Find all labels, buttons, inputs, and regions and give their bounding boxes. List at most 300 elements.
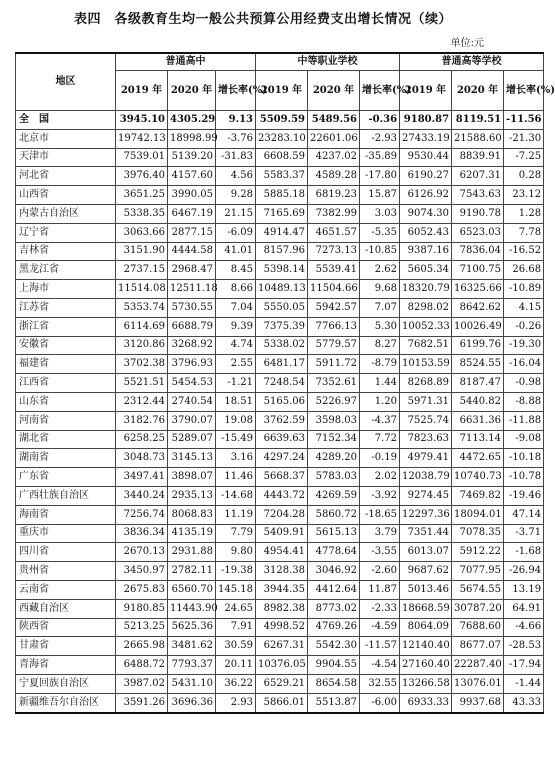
cell-vocational-growth: -4.54 bbox=[360, 656, 400, 675]
cell-region: 吉林省 bbox=[16, 242, 116, 261]
cell-senior-high-growth: 18.51 bbox=[216, 392, 256, 411]
cell-vocational-growth: -17.80 bbox=[360, 167, 400, 186]
cell-higher-ed-growth: -1.44 bbox=[504, 674, 544, 693]
cell-vocational-2019: 4297.24 bbox=[256, 449, 308, 468]
cell-senior-high-2019: 3987.02 bbox=[116, 674, 168, 693]
cell-vocational-growth: -0.19 bbox=[360, 449, 400, 468]
cell-higher-ed-2019: 7823.63 bbox=[400, 430, 452, 449]
cell-higher-ed-2019: 4979.41 bbox=[400, 449, 452, 468]
cell-senior-high-2019: 5213.25 bbox=[116, 618, 168, 637]
cell-senior-high-2020: 5289.07 bbox=[168, 430, 216, 449]
cell-higher-ed-2020: 9190.78 bbox=[452, 204, 504, 223]
cell-senior-high-growth: 30.59 bbox=[216, 637, 256, 656]
cell-senior-high-2019: 2665.98 bbox=[116, 637, 168, 656]
cell-vocational-2020: 9904.55 bbox=[308, 656, 360, 675]
cell-higher-ed-2020: 10740.73 bbox=[452, 468, 504, 487]
table-row bbox=[16, 486, 544, 505]
cell-senior-high-growth: 9.13 bbox=[216, 111, 256, 130]
table-row bbox=[16, 392, 544, 411]
cell-vocational-growth: 9.68 bbox=[360, 280, 400, 299]
table-row bbox=[16, 298, 544, 317]
cell-senior-high-growth: 21.15 bbox=[216, 204, 256, 223]
table-row bbox=[16, 317, 544, 336]
cell-vocational-growth: -0.36 bbox=[360, 111, 400, 130]
cell-vocational-growth: 1.20 bbox=[360, 392, 400, 411]
cell-higher-ed-growth: -21.30 bbox=[504, 129, 544, 148]
cell-higher-ed-2019: 9387.16 bbox=[400, 242, 452, 261]
cell-vocational-2020: 8773.02 bbox=[308, 599, 360, 618]
table-row-total bbox=[16, 111, 544, 130]
cell-vocational-2019: 6608.59 bbox=[256, 148, 308, 167]
cell-vocational-growth: 32.55 bbox=[360, 674, 400, 693]
cell-senior-high-2019: 5521.51 bbox=[116, 374, 168, 393]
cell-vocational-2019: 7375.39 bbox=[256, 317, 308, 336]
cell-senior-high-2020: 6688.79 bbox=[168, 317, 216, 336]
cell-vocational-2019: 5509.59 bbox=[256, 111, 308, 130]
year-2019-header: 2019 年 bbox=[400, 71, 452, 111]
cell-higher-ed-growth: -16.52 bbox=[504, 242, 544, 261]
cell-senior-high-growth: 3.16 bbox=[216, 449, 256, 468]
cell-senior-high-2019: 5338.35 bbox=[116, 204, 168, 223]
cell-higher-ed-2020: 22287.40 bbox=[452, 656, 504, 675]
cell-senior-high-2019: 11514.08 bbox=[116, 280, 168, 299]
cell-region: 河北省 bbox=[16, 167, 116, 186]
table-row bbox=[16, 562, 544, 581]
cell-senior-high-growth: 145.18 bbox=[216, 580, 256, 599]
growth-rate-header: 增长率(%) bbox=[360, 71, 400, 111]
cell-region: 西藏自治区 bbox=[16, 599, 116, 618]
cell-higher-ed-2020: 7113.14 bbox=[452, 430, 504, 449]
cell-higher-ed-growth: 4.15 bbox=[504, 298, 544, 317]
cell-senior-high-growth: 9.80 bbox=[216, 543, 256, 562]
cell-senior-high-growth: 7.91 bbox=[216, 618, 256, 637]
cell-vocational-growth: 3.03 bbox=[360, 204, 400, 223]
table-row bbox=[16, 261, 544, 280]
cell-senior-high-2019: 7256.74 bbox=[116, 505, 168, 524]
cell-higher-ed-2019: 10052.33 bbox=[400, 317, 452, 336]
cell-vocational-2019: 6529.21 bbox=[256, 674, 308, 693]
cell-vocational-2019: 10376.05 bbox=[256, 656, 308, 675]
cell-higher-ed-2020: 7100.75 bbox=[452, 261, 504, 280]
table-row bbox=[16, 148, 544, 167]
region-header: 地区 bbox=[16, 53, 116, 111]
cell-vocational-2019: 7204.28 bbox=[256, 505, 308, 524]
cell-region: 青海省 bbox=[16, 656, 116, 675]
year-2020-header: 2020 年 bbox=[168, 71, 216, 111]
cell-vocational-2020: 7152.34 bbox=[308, 430, 360, 449]
cell-senior-high-growth: 9.28 bbox=[216, 186, 256, 205]
cell-senior-high-2019: 3836.34 bbox=[116, 524, 168, 543]
cell-vocational-2020: 4651.57 bbox=[308, 223, 360, 242]
cell-higher-ed-2019: 27160.40 bbox=[400, 656, 452, 675]
cell-vocational-2020: 5513.87 bbox=[308, 693, 360, 712]
cell-higher-ed-2019: 9687.62 bbox=[400, 562, 452, 581]
cell-higher-ed-2019: 12297.36 bbox=[400, 505, 452, 524]
cell-higher-ed-2019: 8064.09 bbox=[400, 618, 452, 637]
cell-senior-high-2019: 9180.85 bbox=[116, 599, 168, 618]
group-header-senior-high: 普通高中 bbox=[116, 53, 256, 71]
cell-higher-ed-2020: 6199.76 bbox=[452, 336, 504, 355]
cell-senior-high-growth: 4.74 bbox=[216, 336, 256, 355]
cell-higher-ed-growth: -7.25 bbox=[504, 148, 544, 167]
cell-vocational-2020: 7352.61 bbox=[308, 374, 360, 393]
cell-vocational-2020: 8654.58 bbox=[308, 674, 360, 693]
year-2020-header: 2020 年 bbox=[452, 71, 504, 111]
cell-higher-ed-growth: -19.30 bbox=[504, 336, 544, 355]
cell-vocational-2019: 4443.72 bbox=[256, 486, 308, 505]
cell-senior-high-2020: 4444.58 bbox=[168, 242, 216, 261]
cell-vocational-growth: -35.89 bbox=[360, 148, 400, 167]
cell-region: 湖南省 bbox=[16, 449, 116, 468]
cell-senior-high-growth: 9.39 bbox=[216, 317, 256, 336]
cell-vocational-2019: 5583.37 bbox=[256, 167, 308, 186]
cell-vocational-2019: 5165.06 bbox=[256, 392, 308, 411]
cell-senior-high-2020: 5454.53 bbox=[168, 374, 216, 393]
cell-senior-high-growth: -31.83 bbox=[216, 148, 256, 167]
cell-higher-ed-2020: 7836.04 bbox=[452, 242, 504, 261]
cell-higher-ed-growth: -19.46 bbox=[504, 486, 544, 505]
year-2020-header: 2020 年 bbox=[308, 71, 360, 111]
cell-vocational-2019: 3128.38 bbox=[256, 562, 308, 581]
table-row bbox=[16, 599, 544, 618]
cell-senior-high-2019: 3151.90 bbox=[116, 242, 168, 261]
cell-higher-ed-2020: 13076.01 bbox=[452, 674, 504, 693]
cell-vocational-2020: 4769.26 bbox=[308, 618, 360, 637]
cell-vocational-2020: 5779.57 bbox=[308, 336, 360, 355]
cell-vocational-2020: 4269.59 bbox=[308, 486, 360, 505]
cell-senior-high-2020: 12511.18 bbox=[168, 280, 216, 299]
table-row bbox=[16, 580, 544, 599]
cell-senior-high-growth: 24.65 bbox=[216, 599, 256, 618]
cell-vocational-2019: 6481.17 bbox=[256, 355, 308, 374]
cell-senior-high-2020: 3268.92 bbox=[168, 336, 216, 355]
cell-higher-ed-2019: 9074.30 bbox=[400, 204, 452, 223]
table-row bbox=[16, 242, 544, 261]
cell-higher-ed-2020: 16325.66 bbox=[452, 280, 504, 299]
cell-higher-ed-2019: 27433.19 bbox=[400, 129, 452, 148]
cell-vocational-2020: 3046.92 bbox=[308, 562, 360, 581]
cell-region: 云南省 bbox=[16, 580, 116, 599]
cell-region: 江苏省 bbox=[16, 298, 116, 317]
cell-vocational-2019: 8157.96 bbox=[256, 242, 308, 261]
cell-vocational-2020: 5226.97 bbox=[308, 392, 360, 411]
cell-higher-ed-2019: 13266.58 bbox=[400, 674, 452, 693]
cell-vocational-2020: 22601.06 bbox=[308, 129, 360, 148]
cell-region: 重庆市 bbox=[16, 524, 116, 543]
cell-senior-high-2019: 6488.72 bbox=[116, 656, 168, 675]
cell-senior-high-growth: -1.21 bbox=[216, 374, 256, 393]
cell-region: 辽宁省 bbox=[16, 223, 116, 242]
cell-senior-high-2019: 3651.25 bbox=[116, 186, 168, 205]
cell-vocational-growth: -11.57 bbox=[360, 637, 400, 656]
cell-senior-high-growth: 4.56 bbox=[216, 167, 256, 186]
cell-vocational-growth: 5.30 bbox=[360, 317, 400, 336]
cell-vocational-growth: 2.62 bbox=[360, 261, 400, 280]
cell-higher-ed-growth: 23.12 bbox=[504, 186, 544, 205]
cell-senior-high-growth: 7.04 bbox=[216, 298, 256, 317]
cell-vocational-growth: -2.33 bbox=[360, 599, 400, 618]
cell-higher-ed-2019: 6126.92 bbox=[400, 186, 452, 205]
cell-senior-high-growth: 19.08 bbox=[216, 411, 256, 430]
cell-higher-ed-growth: 13.19 bbox=[504, 580, 544, 599]
year-2019-header: 2019 年 bbox=[116, 71, 168, 111]
cell-higher-ed-2020: 30787.20 bbox=[452, 599, 504, 618]
cell-senior-high-2020: 3145.13 bbox=[168, 449, 216, 468]
table-row bbox=[16, 656, 544, 675]
cell-senior-high-growth: -6.09 bbox=[216, 223, 256, 242]
table-row bbox=[16, 374, 544, 393]
cell-higher-ed-2019: 8268.89 bbox=[400, 374, 452, 393]
cell-region: 江西省 bbox=[16, 374, 116, 393]
cell-region: 四川省 bbox=[16, 543, 116, 562]
cell-senior-high-2019: 3063.66 bbox=[116, 223, 168, 242]
cell-higher-ed-2019: 5971.31 bbox=[400, 392, 452, 411]
cell-higher-ed-growth: 47.14 bbox=[504, 505, 544, 524]
cell-vocational-2019: 10489.13 bbox=[256, 280, 308, 299]
cell-vocational-2020: 5942.57 bbox=[308, 298, 360, 317]
cell-region: 山西省 bbox=[16, 186, 116, 205]
cell-region: 上海市 bbox=[16, 280, 116, 299]
cell-higher-ed-2020: 7077.95 bbox=[452, 562, 504, 581]
cell-region: 甘肃省 bbox=[16, 637, 116, 656]
cell-higher-ed-growth: -16.04 bbox=[504, 355, 544, 374]
cell-region: 黑龙江省 bbox=[16, 261, 116, 280]
cell-higher-ed-2019: 7682.51 bbox=[400, 336, 452, 355]
table-row bbox=[16, 204, 544, 223]
cell-vocational-growth: -2.93 bbox=[360, 129, 400, 148]
cell-senior-high-2019: 3702.38 bbox=[116, 355, 168, 374]
cell-higher-ed-2020: 18094.01 bbox=[452, 505, 504, 524]
unit-label: 单位:元 bbox=[450, 38, 484, 49]
cell-vocational-2019: 5668.37 bbox=[256, 468, 308, 487]
cell-vocational-2020: 5783.03 bbox=[308, 468, 360, 487]
cell-senior-high-2020: 3796.93 bbox=[168, 355, 216, 374]
cell-senior-high-growth: -15.49 bbox=[216, 430, 256, 449]
cell-vocational-growth: 3.79 bbox=[360, 524, 400, 543]
cell-higher-ed-2019: 12140.40 bbox=[400, 637, 452, 656]
cell-senior-high-growth: 11.19 bbox=[216, 505, 256, 524]
cell-senior-high-2019: 2675.83 bbox=[116, 580, 168, 599]
cell-senior-high-2019: 2312.44 bbox=[116, 392, 168, 411]
table-row bbox=[16, 430, 544, 449]
cell-vocational-growth: -3.92 bbox=[360, 486, 400, 505]
cell-higher-ed-2020: 8839.91 bbox=[452, 148, 504, 167]
cell-senior-high-2019: 3497.41 bbox=[116, 468, 168, 487]
cell-senior-high-growth: 20.11 bbox=[216, 656, 256, 675]
cell-vocational-growth: -3.55 bbox=[360, 543, 400, 562]
cell-senior-high-2019: 3450.97 bbox=[116, 562, 168, 581]
cell-vocational-2019: 3944.35 bbox=[256, 580, 308, 599]
cell-senior-high-2019: 3182.76 bbox=[116, 411, 168, 430]
cell-higher-ed-growth: 43.33 bbox=[504, 693, 544, 712]
cell-vocational-growth: -8.79 bbox=[360, 355, 400, 374]
cell-vocational-2019: 4914.47 bbox=[256, 223, 308, 242]
cell-higher-ed-2019: 5605.34 bbox=[400, 261, 452, 280]
cell-vocational-2019: 4998.52 bbox=[256, 618, 308, 637]
cell-vocational-2019: 23283.10 bbox=[256, 129, 308, 148]
cell-senior-high-2019: 3591.26 bbox=[116, 693, 168, 712]
cell-higher-ed-2019: 18668.59 bbox=[400, 599, 452, 618]
cell-higher-ed-2020: 8119.51 bbox=[452, 111, 504, 130]
cell-higher-ed-2020: 8642.62 bbox=[452, 298, 504, 317]
cell-higher-ed-2020: 7543.63 bbox=[452, 186, 504, 205]
cell-region: 山东省 bbox=[16, 392, 116, 411]
cell-vocational-growth: -4.37 bbox=[360, 411, 400, 430]
cell-senior-high-2020: 2935.13 bbox=[168, 486, 216, 505]
cell-region: 内蒙古自治区 bbox=[16, 204, 116, 223]
cell-vocational-growth: -6.00 bbox=[360, 693, 400, 712]
table-row bbox=[16, 693, 544, 712]
cell-senior-high-2020: 2968.47 bbox=[168, 261, 216, 280]
cell-higher-ed-2019: 8298.02 bbox=[400, 298, 452, 317]
cell-senior-high-2020: 8068.83 bbox=[168, 505, 216, 524]
cell-region: 新疆维吾尔自治区 bbox=[16, 693, 116, 712]
cell-senior-high-growth: 41.01 bbox=[216, 242, 256, 261]
cell-vocational-2020: 4289.20 bbox=[308, 449, 360, 468]
cell-senior-high-2020: 3481.62 bbox=[168, 637, 216, 656]
cell-vocational-2019: 5885.18 bbox=[256, 186, 308, 205]
cell-vocational-2019: 6267.31 bbox=[256, 637, 308, 656]
cell-vocational-2020: 7766.13 bbox=[308, 317, 360, 336]
cell-senior-high-growth: 36.22 bbox=[216, 674, 256, 693]
cell-senior-high-growth: 2.93 bbox=[216, 693, 256, 712]
cell-region: 安徽省 bbox=[16, 336, 116, 355]
cell-region: 全 国 bbox=[16, 111, 116, 130]
table-title: 表四 各级教育生均一般公共预算公用经费支出增长情况（续） bbox=[73, 12, 452, 27]
cell-senior-high-2020: 3898.07 bbox=[168, 468, 216, 487]
cell-vocational-2020: 4778.64 bbox=[308, 543, 360, 562]
cell-higher-ed-2020: 8524.55 bbox=[452, 355, 504, 374]
cell-senior-high-2019: 3120.86 bbox=[116, 336, 168, 355]
cell-vocational-2020: 5542.30 bbox=[308, 637, 360, 656]
cell-senior-high-2019: 3945.10 bbox=[116, 111, 168, 130]
cell-region: 福建省 bbox=[16, 355, 116, 374]
cell-vocational-growth: -2.60 bbox=[360, 562, 400, 581]
cell-senior-high-2020: 4157.60 bbox=[168, 167, 216, 186]
cell-senior-high-2020: 3790.07 bbox=[168, 411, 216, 430]
cell-vocational-2019: 4954.41 bbox=[256, 543, 308, 562]
cell-senior-high-2020: 3696.36 bbox=[168, 693, 216, 712]
table-row bbox=[16, 280, 544, 299]
cell-region: 浙江省 bbox=[16, 317, 116, 336]
cell-senior-high-2020: 18998.99 bbox=[168, 129, 216, 148]
cell-higher-ed-growth: -11.56 bbox=[504, 111, 544, 130]
cell-vocational-2019: 7248.54 bbox=[256, 374, 308, 393]
table-row bbox=[16, 505, 544, 524]
cell-senior-high-2019: 6258.25 bbox=[116, 430, 168, 449]
cell-vocational-2020: 6819.23 bbox=[308, 186, 360, 205]
cell-senior-high-2019: 2670.13 bbox=[116, 543, 168, 562]
growth-rate-header: 增长率(%) bbox=[216, 71, 256, 111]
table-row bbox=[16, 411, 544, 430]
table-row bbox=[16, 336, 544, 355]
cell-vocational-2019: 7165.69 bbox=[256, 204, 308, 223]
cell-higher-ed-growth: 7.78 bbox=[504, 223, 544, 242]
table-row bbox=[16, 637, 544, 656]
cell-vocational-2019: 6639.63 bbox=[256, 430, 308, 449]
cell-vocational-2019: 5398.14 bbox=[256, 261, 308, 280]
expenditure-table bbox=[15, 52, 555, 714]
cell-region: 宁夏回族自治区 bbox=[16, 674, 116, 693]
cell-vocational-2020: 7382.99 bbox=[308, 204, 360, 223]
cell-senior-high-2019: 3976.40 bbox=[116, 167, 168, 186]
cell-higher-ed-2020: 5674.55 bbox=[452, 580, 504, 599]
cell-higher-ed-2019: 7525.74 bbox=[400, 411, 452, 430]
cell-higher-ed-2019: 7351.44 bbox=[400, 524, 452, 543]
cell-vocational-2019: 5550.05 bbox=[256, 298, 308, 317]
table-row bbox=[16, 355, 544, 374]
cell-higher-ed-2019: 6933.33 bbox=[400, 693, 452, 712]
cell-region: 湖北省 bbox=[16, 430, 116, 449]
cell-higher-ed-growth: -26.94 bbox=[504, 562, 544, 581]
cell-vocational-growth: 8.27 bbox=[360, 336, 400, 355]
cell-higher-ed-growth: 64.91 bbox=[504, 599, 544, 618]
cell-region: 广东省 bbox=[16, 468, 116, 487]
cell-senior-high-2020: 2877.15 bbox=[168, 223, 216, 242]
cell-higher-ed-growth: -28.53 bbox=[504, 637, 544, 656]
cell-senior-high-2020: 2931.88 bbox=[168, 543, 216, 562]
cell-higher-ed-growth: -11.88 bbox=[504, 411, 544, 430]
cell-higher-ed-2020: 7688.60 bbox=[452, 618, 504, 637]
cell-senior-high-growth: -19.38 bbox=[216, 562, 256, 581]
cell-vocational-growth: 11.87 bbox=[360, 580, 400, 599]
cell-higher-ed-growth: -4.66 bbox=[504, 618, 544, 637]
cell-higher-ed-2020: 5440.82 bbox=[452, 392, 504, 411]
cell-higher-ed-2019: 5013.46 bbox=[400, 580, 452, 599]
cell-vocational-2019: 5409.91 bbox=[256, 524, 308, 543]
cell-vocational-growth: 7.72 bbox=[360, 430, 400, 449]
cell-higher-ed-growth: -1.68 bbox=[504, 543, 544, 562]
cell-higher-ed-growth: -0.26 bbox=[504, 317, 544, 336]
cell-senior-high-2019: 6114.69 bbox=[116, 317, 168, 336]
cell-higher-ed-2020: 6207.31 bbox=[452, 167, 504, 186]
cell-higher-ed-2019: 12038.79 bbox=[400, 468, 452, 487]
cell-higher-ed-growth: 1.28 bbox=[504, 204, 544, 223]
table-row bbox=[16, 524, 544, 543]
cell-senior-high-2020: 2782.11 bbox=[168, 562, 216, 581]
cell-senior-high-2019: 7539.01 bbox=[116, 148, 168, 167]
cell-higher-ed-2020: 6523.03 bbox=[452, 223, 504, 242]
cell-senior-high-2020: 6560.70 bbox=[168, 580, 216, 599]
cell-higher-ed-growth: -17.94 bbox=[504, 656, 544, 675]
cell-vocational-growth: 7.07 bbox=[360, 298, 400, 317]
cell-senior-high-growth: 7.79 bbox=[216, 524, 256, 543]
cell-vocational-2020: 3598.03 bbox=[308, 411, 360, 430]
cell-senior-high-2020: 11443.90 bbox=[168, 599, 216, 618]
table-row bbox=[16, 618, 544, 637]
table-body bbox=[16, 111, 544, 713]
cell-higher-ed-growth: -3.71 bbox=[504, 524, 544, 543]
cell-higher-ed-2019: 6052.43 bbox=[400, 223, 452, 242]
table-row bbox=[16, 468, 544, 487]
cell-higher-ed-growth: -10.18 bbox=[504, 449, 544, 468]
growth-rate-header: 增长率(%) bbox=[504, 71, 544, 111]
cell-senior-high-2020: 2740.54 bbox=[168, 392, 216, 411]
cell-higher-ed-2020: 7469.82 bbox=[452, 486, 504, 505]
cell-region: 陕西省 bbox=[16, 618, 116, 637]
cell-senior-high-2020: 5139.20 bbox=[168, 148, 216, 167]
cell-senior-high-2020: 3990.05 bbox=[168, 186, 216, 205]
cell-higher-ed-growth: -0.98 bbox=[504, 374, 544, 393]
table-row bbox=[16, 186, 544, 205]
cell-vocational-2020: 4237.02 bbox=[308, 148, 360, 167]
cell-region: 广西壮族自治区 bbox=[16, 486, 116, 505]
cell-vocational-growth: -10.85 bbox=[360, 242, 400, 261]
cell-higher-ed-2019: 6013.07 bbox=[400, 543, 452, 562]
cell-senior-high-2019: 5353.74 bbox=[116, 298, 168, 317]
cell-higher-ed-growth: -9.08 bbox=[504, 430, 544, 449]
cell-vocational-2020: 4589.28 bbox=[308, 167, 360, 186]
